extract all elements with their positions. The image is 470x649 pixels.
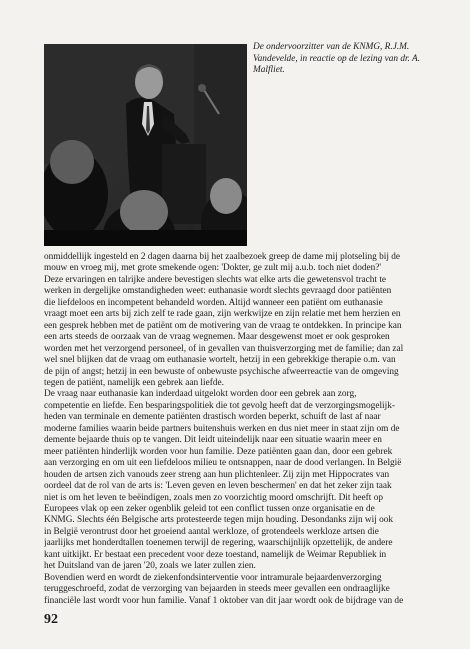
text-line: Bovendien werd en wordt de ziekenfondsinterventie voor intramurale bejaardenverzorging <box>44 572 382 583</box>
text-line: niet is om het leven te beëindigen, zoals men zo voorzichtig moord omschrijft. Dit heeft op <box>44 492 383 503</box>
text-line: Europees vlak op een zeker ogenblik geleid tot een conflict tussen onze organisatie en de <box>44 503 375 514</box>
body-paragraphs <box>44 252 458 607</box>
text-line: vraagt moet een arts bij zich zelf te rade gaan, zijn werkwijze en zijn relatie met hem herzien en <box>44 309 401 320</box>
text-line: jaarlijks met honderdtallen toenemen terwijl de regering, waarschijnlijk opzettelijk, de andere <box>44 538 393 549</box>
text-line: kant uitkijkt. Er bestaat een precedent voor deze toestand, namelijk de Weimar Republiek in <box>44 549 387 560</box>
text-line: competentie en liefde. Een besparingspolitiek die tot gevolg heeft dat de verzorgingsmogelijk- <box>44 400 395 411</box>
text-line: wel snel blijken dat de vraag om euthanasie wortelt, hetzij in een gebrekkige therapie o.m. van <box>44 355 396 366</box>
page-number: 92 <box>44 612 58 627</box>
speaker-photo <box>44 44 247 246</box>
text-line: aan verzorging en om uit een liefdeloos milieu te ontsnappen, naar de dood verlangen. In België <box>44 458 402 469</box>
text-line: KNMG. Slechts één Belgische arts protesteerde tegen mijn houding. Desondanks zijn wij ook <box>44 515 394 526</box>
caption-line: De ondervoorzitter van de KNMG, R.J.M. <box>253 42 410 52</box>
text-line: een gesprek hebben met de patiënt om de motivering van de vraag te ontdekken. In principe kan <box>44 320 402 331</box>
text-line: oordeel dat de rol van de arts is: 'Leven geven en leven beschermen' en dat het zeker zijn taak <box>44 481 392 492</box>
text-line: het Duitsland van de jaren '20, zoals we later zullen zien. <box>44 561 256 572</box>
text-line: meer patiënten hinderlijk worden voor hun familie. Deze patiënten gaan dan, door een gebrek <box>44 446 393 457</box>
text-line: die liefdeloos en incompetent behandeld worden. Altijd wanneer een patiënt om euthanasie <box>44 297 383 308</box>
text-line: moderne families waarin beide partners buitenshuis werken en dus niet meer in staat zijn om de <box>44 423 400 434</box>
text-line: de pijn of angst; hetzij in een bewuste of onbewuste psychische afweerreactie van de omgeving <box>44 366 399 377</box>
photo-caption <box>253 42 458 77</box>
text-line: demente bejaarde thuis op te vangen. Dit leidt uiteindelijk naar een situatie waarin meer en <box>44 435 382 446</box>
text-line: houden de artsen zich vanouds zeer streng aan hun plichtenleer. Zij zijn met Hippocrates van <box>44 469 390 480</box>
text-line: heden van terminale en demente patiënten drastisch worden beperkt, schuift de last af naar <box>44 412 381 423</box>
text-line: werken in dergelijke omstandigheden weet: euthanasie wordt slechts gevraagd door patiënten <box>44 286 392 297</box>
caption-line: Vandevelde, in reactie op de lezing van dr. A. <box>253 53 421 64</box>
text-line: mouw en vroeg mij, met grote smekende ogen: 'Dokter, ge zult mij a.u.b. toch niet doden?' <box>44 263 382 274</box>
text-line: teruggeschroefd, zodat de verzorging van bejaarden in steeds meer gevallen een ondraaglijke <box>44 584 390 595</box>
text-line: tegen de patiënt, namelijk een gebrek aan liefde. <box>44 377 224 388</box>
text-line: De vraag naar euthanasie kan inderdaad uitgelokt worden door een gebrek aan zorg, <box>44 389 357 400</box>
text-line: worden met het verzorgend personeel, of in gevallen van thuisverzorging met de familie; dan zal <box>44 343 404 354</box>
text-line: onmiddellijk ingesteld en 2 dagen daarna bij het zaalbezoek greep de dame mij plotseling bij de <box>44 252 401 262</box>
caption-line: Malfliet. <box>253 65 285 76</box>
text-line: Deze ervaringen en talrijke andere bevestigen slechts wat elke arts die gewetensvol tracht te <box>44 274 387 285</box>
text-line: financiële last wordt voor hun familie. Vanaf 1 oktober van dit jaar wordt ook de bijdrage van de <box>44 595 404 606</box>
text-line: in België verontrust door het groeiend aantal werkloze, of grotendeels werkloze artsen die <box>44 526 379 537</box>
text-line: een arts steeds de oorzaak van de vraag wegnemen. Maar desgewenst moet er ook gesproken <box>44 332 390 343</box>
